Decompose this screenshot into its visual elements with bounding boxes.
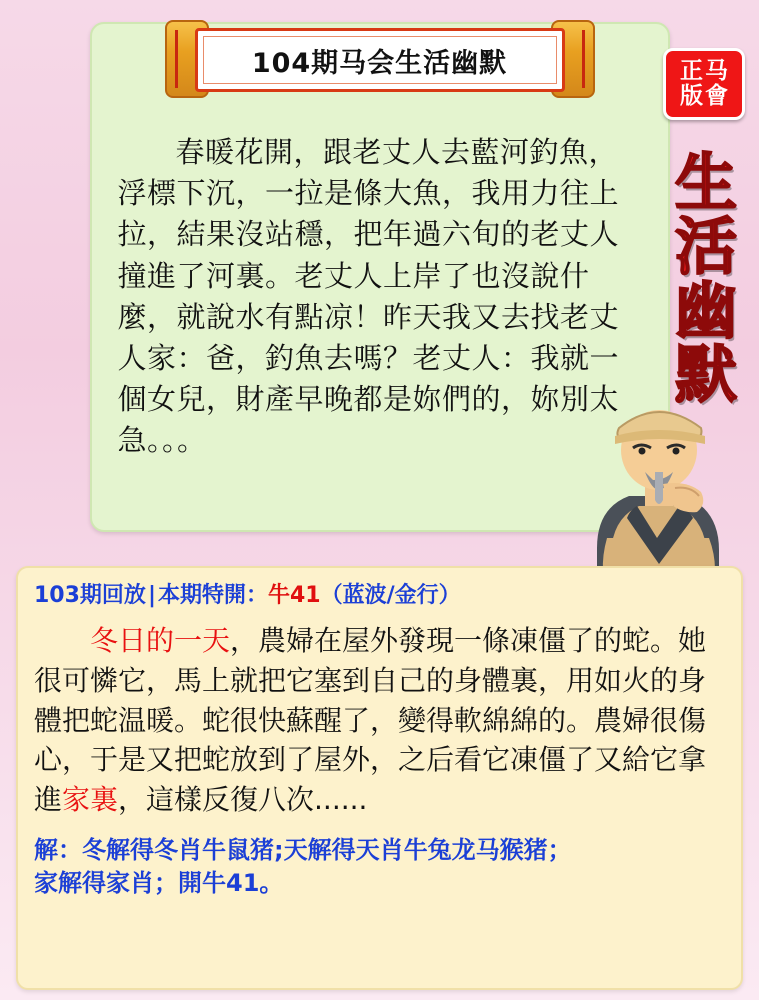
vertical-title-char-3: 默 [674,338,737,411]
page-title: 104期马会生活幽默 [251,47,508,79]
stamp-char-hui: 會 [705,83,728,109]
banner-sheet [195,28,565,92]
current-issue-label: 本期特開： [157,583,268,608]
story-highlight-start: 冬日的一天 [90,624,231,657]
humor-body-text: 春暖花開，跟老丈人去藍河釣魚，浮標下沉，一拉是條大魚，我用力往上拉，結果沒站穩，把年過六旬的老丈人撞進了河裏。老丈人上岸了也沒說什麼，就說水有點凉！昨天我又去找老丈人家：爸，釣魚去嗎？老丈人：我就一個女兒，財產早晚都是妳們的，妳別太急。。。 [117,135,620,458]
vertical-title-char-1: 活 [674,210,737,283]
stamp-column-one [680,59,703,109]
result-detail: （蓝波/金行） [320,583,461,608]
stamp-char-zheng: 正 [680,58,703,85]
stamp-column-two [705,59,728,109]
winning-result: 牛41 [268,583,321,608]
answer-block [34,834,725,901]
vertical-title-char-0: 生 [674,146,737,219]
answer-line-one: 解：冬解得冬肖牛鼠猪;天解得天肖牛兔龙马猴猪； [34,835,572,864]
vertical-title [663,146,749,411]
prev-issue-label: 103期回放 [34,583,146,608]
story-body-text [34,621,725,820]
official-stamp-badge [663,48,745,120]
story-panel [16,566,743,990]
vertical-title-char-2: 幽 [674,274,737,347]
story-part-one: ，農婦在屋外發現一條凍僵了的蛇。她很可憐它，馬上就把它塞到自己的身體裏，用如火的身體把蛇温暖。蛇很快蘇醒了，變得軟綿綿的。農婦很傷心，于是又把蛇放到了屋外，之后看它凍僵了又給它拿進 [34,624,707,816]
story-highlight-mid: 家裏 [62,783,119,816]
review-header [34,578,725,609]
answer-line-two: 家解得家肖；開牛41。 [34,869,284,898]
scroll-banner [165,14,595,100]
stamp-char-ban: 版 [680,83,703,109]
stamp-char-ma: 马 [705,58,728,85]
story-part-two: ，這樣反復八次...... [118,783,368,816]
banner-sheet-inner [203,36,557,84]
review-separator: | [147,583,156,608]
